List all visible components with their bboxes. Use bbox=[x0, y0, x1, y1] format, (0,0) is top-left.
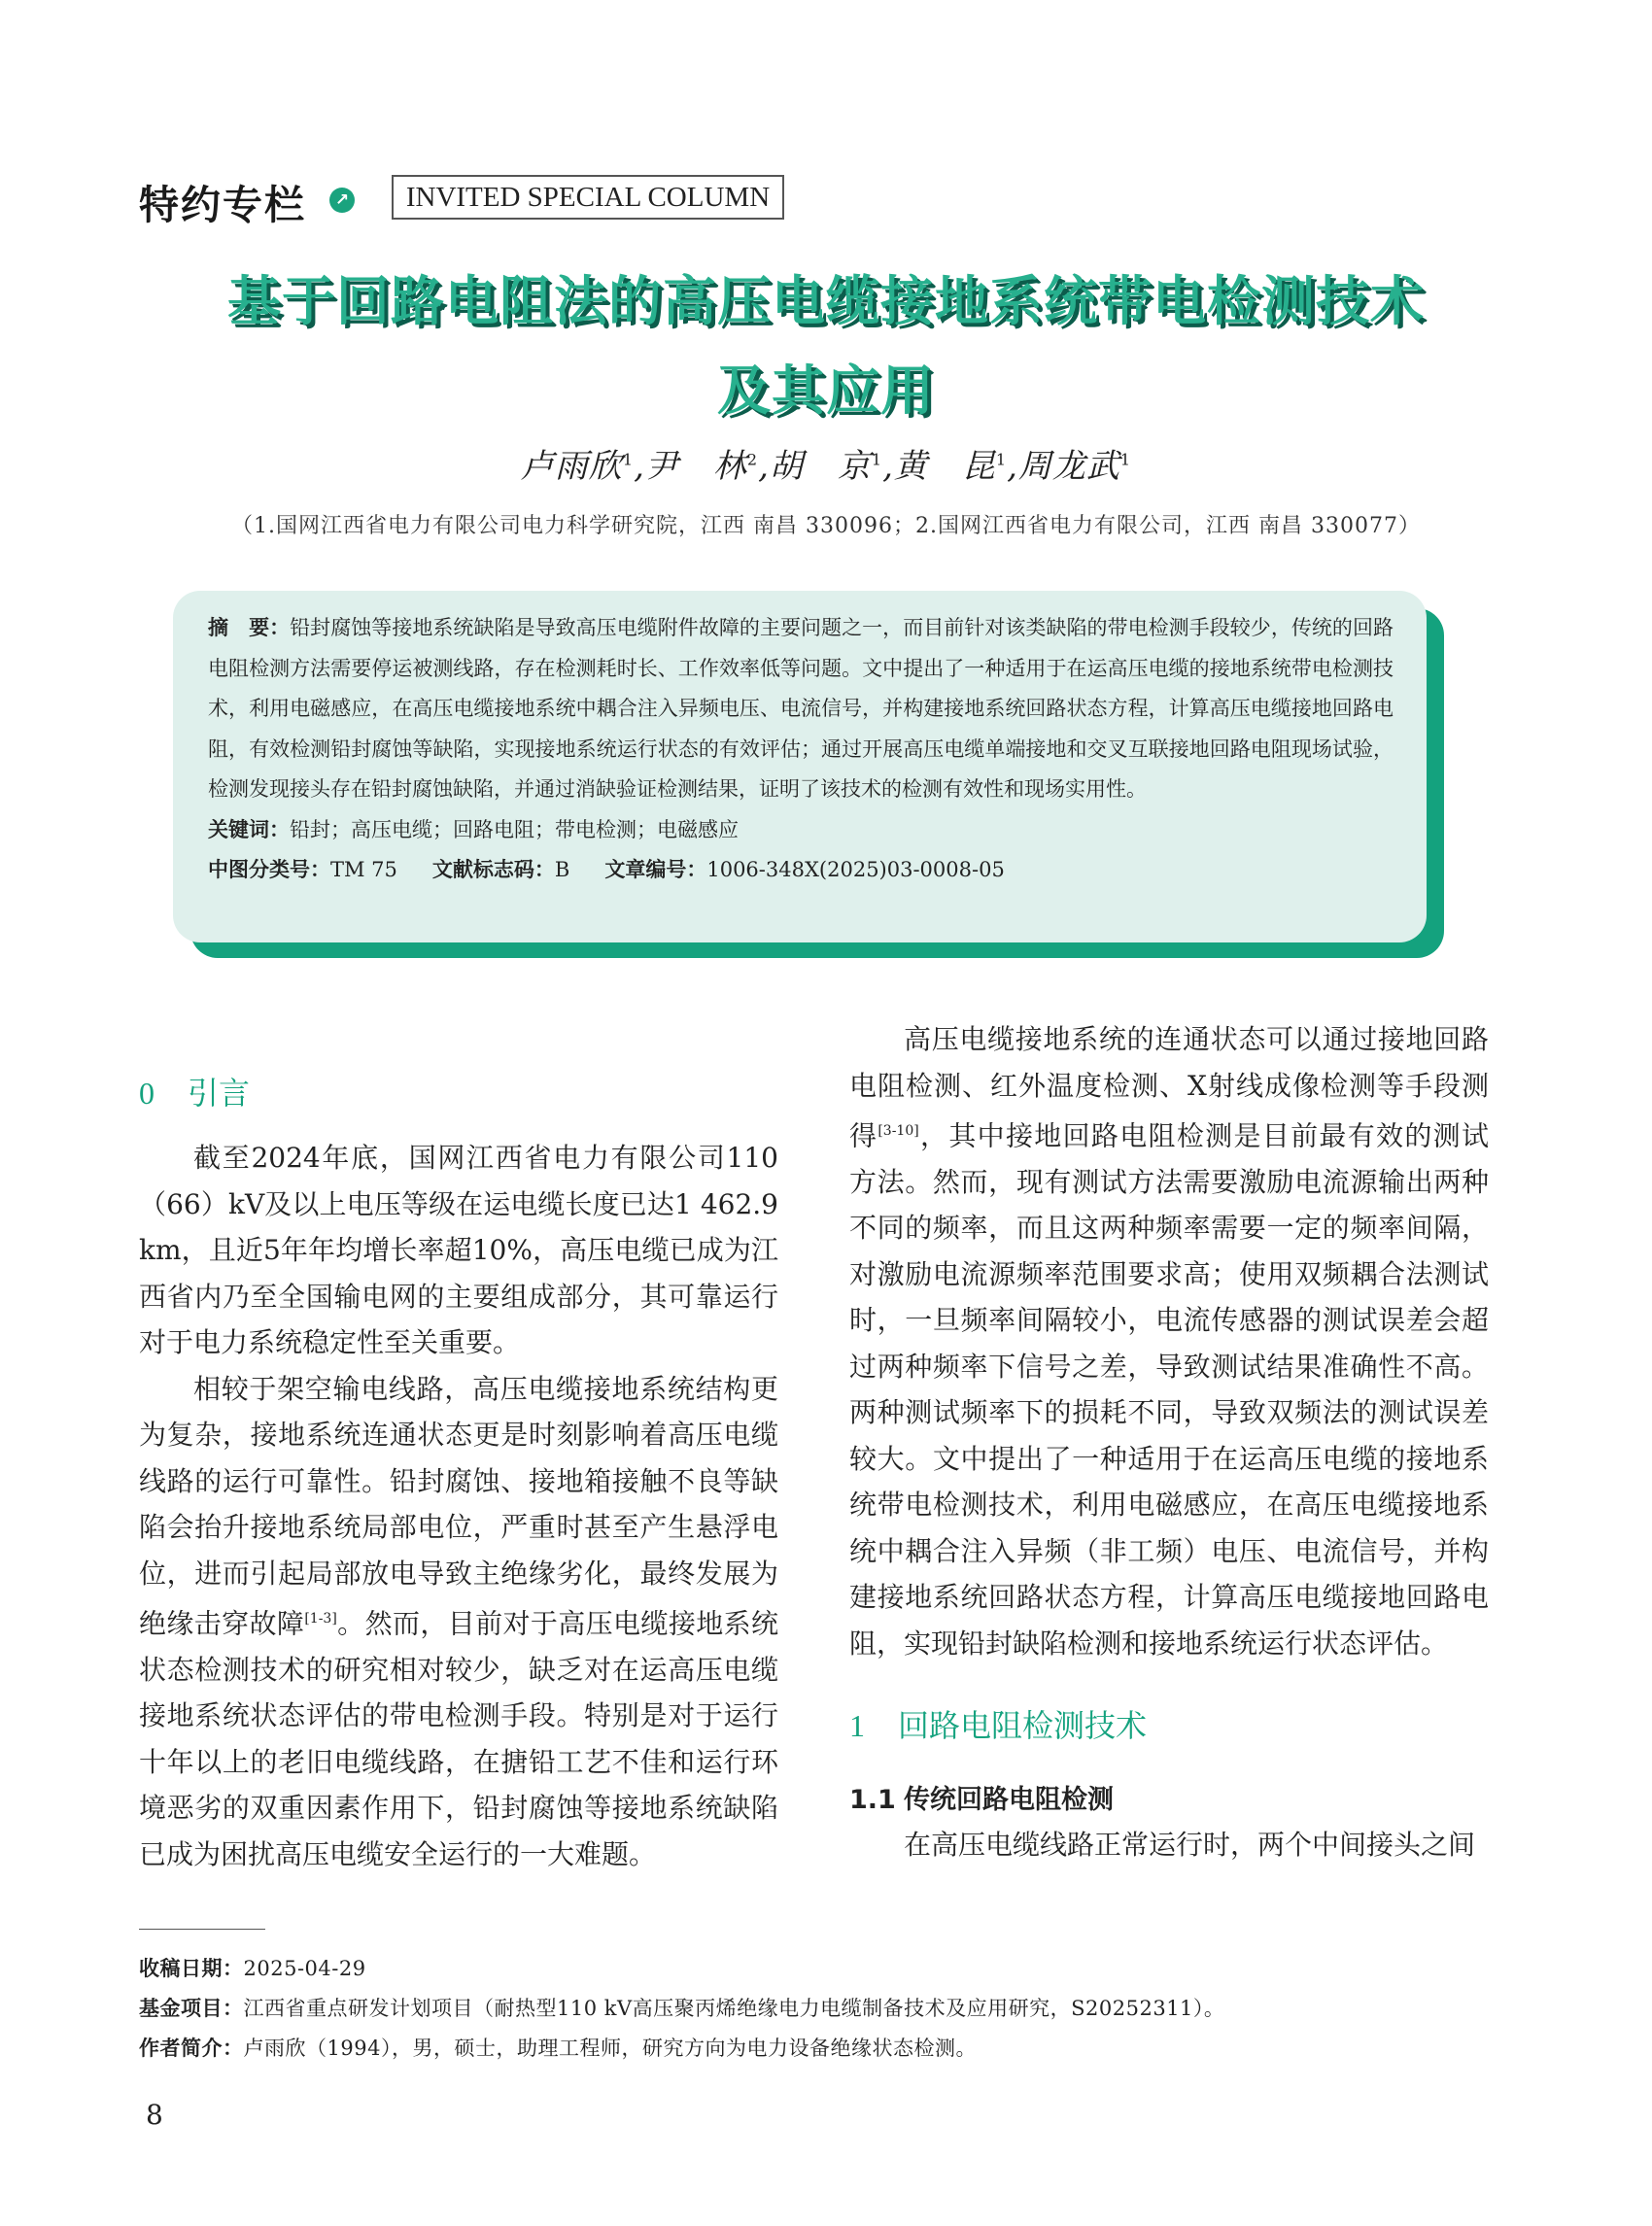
author-name: 黄 昆 bbox=[893, 447, 996, 486]
footnote-value: 卢雨欣（1994），男，硕士，助理工程师，研究方向为电力设备绝缘状态检测。 bbox=[243, 2037, 977, 2060]
section-number: 0 bbox=[139, 1076, 155, 1111]
clc-label: 中图分类号： bbox=[208, 857, 330, 881]
citation: [3-10] bbox=[878, 1123, 919, 1139]
paper-title-line-1: 基于回路电阻法的高压电缆接地系统带电检测技术 bbox=[226, 270, 1425, 332]
footnote-label: 基金项目： bbox=[139, 1997, 244, 2020]
author-name: 胡 京 bbox=[769, 447, 872, 486]
section-heading-loop-resistance bbox=[849, 1703, 1489, 1750]
author-affiliation-mark: 1 bbox=[871, 450, 883, 469]
right-column bbox=[849, 1016, 1489, 1867]
keywords-line bbox=[208, 810, 1394, 850]
abstract-line: 于在运高压电缆的接地系统带电检测技术，利用电磁感应，在高压电缆接地系统中耦合注入异频电压、电流信号， bbox=[208, 656, 1394, 720]
keywords-label: 关键词： bbox=[208, 817, 290, 841]
abstract-line: 过消缺验证检测结果，证明了该技术的检测有效性和现场实用性。 bbox=[555, 777, 1147, 801]
body-text: 。然而，目前对于高压电缆接地系统状态检测技术的研究相对较少，缺乏对在运高压电缆接地系统状态评估的带电检测手段。特别是对于运行十年以上的老旧电缆线路，在搪铅工艺不佳和运行环境恶劣的双重因素作用下，铅封腐蚀等接地系统缺陷已成为困扰高压电缆安全运行的一大难题。 bbox=[139, 1607, 778, 1870]
article-no-label: 文章编号： bbox=[604, 857, 707, 881]
footnote-divider bbox=[139, 1929, 265, 1930]
doc-code-value: B bbox=[554, 857, 570, 881]
page-number: 8 bbox=[146, 2099, 163, 2131]
author-name: 周龙武 bbox=[1017, 447, 1120, 486]
citation: [1-3] bbox=[304, 1611, 337, 1627]
author-name: 尹 林 bbox=[644, 447, 747, 486]
abstract-text bbox=[208, 608, 1394, 810]
abstract-box bbox=[173, 591, 1427, 942]
clc-value: TM 75 bbox=[330, 857, 397, 881]
footnote-fund bbox=[139, 1993, 1224, 2022]
abstract-line: 段较少，传统的回路电阻检测方法需要停运被测线路，存在检测耗时长、工作效率低等问题。文中提出了一种适用 bbox=[208, 616, 1394, 680]
body-text: ，其中接地回路电阻检测是目前最有效的测试方法。然而，现有测试方法需要激励电流源输出两种不同的频率，而且这两种频率需要一定的频率间隔，对激励电流源频率范围要求高；使用双频耦合法测试时，一旦频率间隔较小，电流传感器的测试误差会超过两种频率下信号之差，导致测试结果准确性不高。两种测试频率下的损耗不同，导致双频法的测试误差较大。文中提出了一种适用于在运高压电缆的接地系统带电检测技术，利用电磁感应，在高压电缆接地系统中耦合注入异频（非工频）电压、电流信号，并构建接地系统回路状态方程，计算高压电缆接地回路电阻，实现铅封缺陷检测和接地系统运行状态评估。 bbox=[849, 1119, 1489, 1660]
author-list: 卢雨欣$^1$,尹 林$^2$,胡 京$^1$,黄 昆$^1$,周龙武$^1$ bbox=[520, 447, 1132, 486]
body-text: 相较于架空输电线路，高压电缆接地系统结构更为复杂，接地系统连通状态更是时刻影响着高压电缆线路的运行可靠性。铅封腐蚀、接地箱接触不良等缺陷会抬升接地系统局部电位，严重时甚至产生悬浮电位，进而引起局部放电导致主绝缘劣化，最终发展为绝缘击穿故障 bbox=[139, 1372, 778, 1640]
article-no-value: 1006-348X(2025)03-0008-05 bbox=[706, 857, 1005, 881]
subsection-title: 传统回路电阻检测 bbox=[904, 1784, 1114, 1815]
abstract-line: 并构建接地系统回路状态方程，计算高压电缆接地回路电阻，有效检测铅封腐蚀等缺陷，实现接地系统运行状态的 bbox=[208, 697, 1394, 761]
column-label: 特约专栏 bbox=[139, 182, 306, 228]
abstract-line: 铅封腐蚀等接地系统缺陷是导致高压电缆附件故障的主要问题之一，而目前针对该类缺陷的带电检测手 bbox=[290, 616, 1210, 639]
body-paragraph: 在高压电缆线路正常运行时，两个中间接头之间 bbox=[904, 1828, 1476, 1861]
affiliations: （1.国网江西省电力有限公司电力科学研究院，江西 南昌 330096；2.国网江西省电力有限公司，江西 南昌 330077） bbox=[231, 514, 1421, 538]
footnote-value: 江西省重点研发计划项目（耐热型110 kV高压聚丙烯绝缘电力电缆制备技术及应用研究，S20252311）。 bbox=[243, 1997, 1225, 2020]
body-paragraph bbox=[849, 1016, 1489, 1666]
author-affiliation-mark: 1 bbox=[1119, 450, 1132, 469]
subsection-heading bbox=[849, 1779, 1489, 1822]
body-paragraph: 截至2024年底，国网江西省电力有限公司110（66）kV及以上电压等级在运电缆长度已达1 462.9 km，且近5年年均增长率超10%，高压电缆已成为江西省内乃至全国输电网的主要组成部分，其可靠运行对于电力系统稳定性至关重要。 bbox=[139, 1142, 778, 1358]
subsection-number: 1.1 bbox=[849, 1784, 896, 1815]
footnote-received bbox=[139, 1953, 366, 1982]
footnote-label: 作者简介： bbox=[139, 2037, 244, 2060]
section-title: 回路电阻检测技术 bbox=[898, 1707, 1148, 1745]
keywords: 铅封；高压电缆；回路电阻；带电检测；电磁感应 bbox=[290, 817, 739, 841]
abstract-line: 有效评估；通过开展高压电缆单端接地和交叉互联接地回路电阻现场试验，检测发现接头存在铅封腐蚀缺陷，并通 bbox=[208, 736, 1394, 801]
column-label-english: INVITED SPECIAL COLUMN bbox=[392, 175, 784, 220]
section-heading-introduction bbox=[139, 1069, 250, 1113]
arrow-up-right-icon: ↗ bbox=[329, 188, 355, 213]
author-affiliation-mark: 1 bbox=[995, 450, 1008, 469]
section-title: 引言 bbox=[188, 1075, 251, 1112]
left-column bbox=[139, 1135, 778, 1877]
author-affiliation-mark: 1 bbox=[622, 450, 635, 469]
body-text: 高压电缆接地系统的连通状态可以通过接地回路电阻检测、红外温度检测、X射线成像检测等手段测得 bbox=[849, 1023, 1489, 1152]
doc-code-label: 文献标志码： bbox=[431, 857, 555, 881]
body-paragraph bbox=[139, 1366, 778, 1878]
author-name: 卢雨欣 bbox=[520, 447, 623, 486]
abstract-label: 摘 要： bbox=[208, 616, 291, 639]
author-affiliation-mark: 2 bbox=[746, 450, 759, 469]
footnote-label: 收稿日期： bbox=[139, 1957, 244, 1980]
footnote-author bbox=[139, 2033, 977, 2062]
footnote-value: 2025-04-29 bbox=[243, 1957, 366, 1980]
paper-title-line-2: 及其应用 bbox=[716, 360, 935, 422]
classification-line bbox=[208, 850, 1394, 890]
section-number: 1 bbox=[849, 1708, 865, 1744]
